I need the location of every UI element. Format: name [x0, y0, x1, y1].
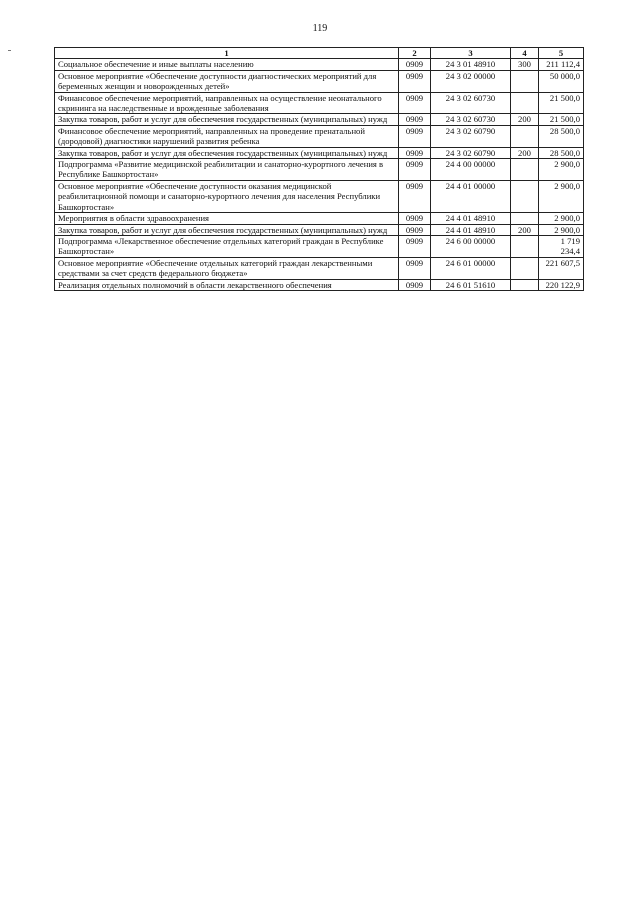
row-name-cell: Мероприятия в области здравоохранения: [55, 213, 399, 224]
column-header-section: 2: [399, 48, 431, 59]
row-expense-type-cell: 200: [511, 224, 539, 235]
row-target-cell: 24 4 01 48910: [431, 213, 511, 224]
row-section-cell: 0909: [399, 257, 431, 279]
row-target-cell: 24 4 01 00000: [431, 180, 511, 212]
row-name-cell: Реализация отдельных полномочий в области лекарственного обеспечения: [55, 279, 399, 290]
row-section-cell: 0909: [399, 147, 431, 158]
row-expense-type-cell: 200: [511, 147, 539, 158]
row-name-cell: Закупка товаров, работ и услуг для обеспечения государственных (муниципальных) нужд: [55, 114, 399, 125]
row-target-cell: 24 4 01 48910: [431, 224, 511, 235]
row-amount-cell: 2 900,0: [539, 224, 584, 235]
row-amount-cell: 50 000,0: [539, 70, 584, 92]
column-header-expense-type: 4: [511, 48, 539, 59]
row-target-cell: 24 6 01 51610: [431, 279, 511, 290]
row-expense-type-cell: [511, 70, 539, 92]
row-target-cell: 24 4 00 00000: [431, 159, 511, 181]
row-name-cell: Основное мероприятие «Обеспечение отдельных категорий граждан лекарственными средствами за счет средств федерального бюджета»: [55, 257, 399, 279]
table-row: [55, 235, 584, 257]
table-row: [55, 213, 584, 224]
row-expense-type-cell: 300: [511, 59, 539, 70]
scan-edge-mark: [8, 50, 11, 51]
page-number: 119: [312, 23, 328, 34]
table-row: [55, 92, 584, 114]
row-name-cell: Социальное обеспечение и иные выплаты населению: [55, 59, 399, 70]
row-name-cell: Закупка товаров, работ и услуг для обеспечения государственных (муниципальных) нужд: [55, 224, 399, 235]
column-header-amount: 5: [539, 48, 584, 59]
table-row: [55, 125, 584, 147]
row-amount-cell: 2 900,0: [539, 180, 584, 212]
table-row: [55, 279, 584, 290]
row-amount-cell: 21 500,0: [539, 114, 584, 125]
row-target-cell: 24 6 01 00000: [431, 257, 511, 279]
row-amount-cell: 221 607,5: [539, 257, 584, 279]
column-header-target: 3: [431, 48, 511, 59]
row-expense-type-cell: 200: [511, 114, 539, 125]
row-name-cell: Финансовое обеспечение мероприятий, направленных на осуществление неонатального скрининга на наследственные и врожденные заболевания: [55, 92, 399, 114]
row-name-cell: Подпрограмма «Развитие медицинской реабилитации и санаторно-курортного лечения в Республике Башкортостан»: [55, 159, 399, 181]
row-section-cell: 0909: [399, 224, 431, 235]
row-expense-type-cell: [511, 279, 539, 290]
row-amount-cell: 2 900,0: [539, 159, 584, 181]
row-expense-type-cell: [511, 92, 539, 114]
row-target-cell: 24 3 02 60790: [431, 125, 511, 147]
row-expense-type-cell: [511, 125, 539, 147]
row-target-cell: 24 3 02 60730: [431, 92, 511, 114]
table-row: [55, 70, 584, 92]
table-row: [55, 159, 584, 181]
row-expense-type-cell: [511, 213, 539, 224]
row-section-cell: 0909: [399, 70, 431, 92]
row-target-cell: 24 3 02 00000: [431, 70, 511, 92]
table-row: [55, 59, 584, 70]
table-row: [55, 147, 584, 158]
row-amount-cell: 28 500,0: [539, 125, 584, 147]
row-target-cell: 24 6 00 00000: [431, 235, 511, 257]
row-section-cell: 0909: [399, 92, 431, 114]
row-expense-type-cell: [511, 257, 539, 279]
row-section-cell: 0909: [399, 59, 431, 70]
row-section-cell: 0909: [399, 114, 431, 125]
row-amount-cell: 211 112,4: [539, 59, 584, 70]
row-amount-cell: 220 122,9: [539, 279, 584, 290]
row-expense-type-cell: [511, 235, 539, 257]
row-amount-cell: 21 500,0: [539, 92, 584, 114]
budget-table: [54, 47, 584, 291]
table-row: [55, 257, 584, 279]
row-amount-cell: 28 500,0: [539, 147, 584, 158]
row-section-cell: 0909: [399, 180, 431, 212]
table-body: [55, 59, 584, 291]
row-name-cell: Основное мероприятие «Обеспечение доступности диагностических мероприятий для беременных женщин и новорожденных детей»: [55, 70, 399, 92]
table-header-row: [55, 48, 584, 59]
row-amount-cell: 2 900,0: [539, 213, 584, 224]
row-expense-type-cell: [511, 180, 539, 212]
table-row: [55, 224, 584, 235]
row-name-cell: Финансовое обеспечение мероприятий, направленных на проведение пренатальной (дородовой) диагностики нарушений развития ребенка: [55, 125, 399, 147]
row-target-cell: 24 3 01 48910: [431, 59, 511, 70]
row-name-cell: Подпрограмма «Лекарственное обеспечение отдельных категорий граждан в Республике Башкортостан»: [55, 235, 399, 257]
column-header-name: 1: [55, 48, 399, 59]
row-amount-cell: 1 719 234,4: [539, 235, 584, 257]
row-target-cell: 24 3 02 60790: [431, 147, 511, 158]
row-section-cell: 0909: [399, 279, 431, 290]
row-name-cell: Закупка товаров, работ и услуг для обеспечения государственных (муниципальных) нужд: [55, 147, 399, 158]
row-section-cell: 0909: [399, 159, 431, 181]
row-section-cell: 0909: [399, 213, 431, 224]
table-row: [55, 114, 584, 125]
row-name-cell: Основное мероприятие «Обеспечение доступности оказания медицинской реабилитационной помощи и санаторно-курортного лечения для населения Республики Башкортостан»: [55, 180, 399, 212]
table-row: [55, 180, 584, 212]
row-expense-type-cell: [511, 159, 539, 181]
row-target-cell: 24 3 02 60730: [431, 114, 511, 125]
row-section-cell: 0909: [399, 235, 431, 257]
row-section-cell: 0909: [399, 125, 431, 147]
